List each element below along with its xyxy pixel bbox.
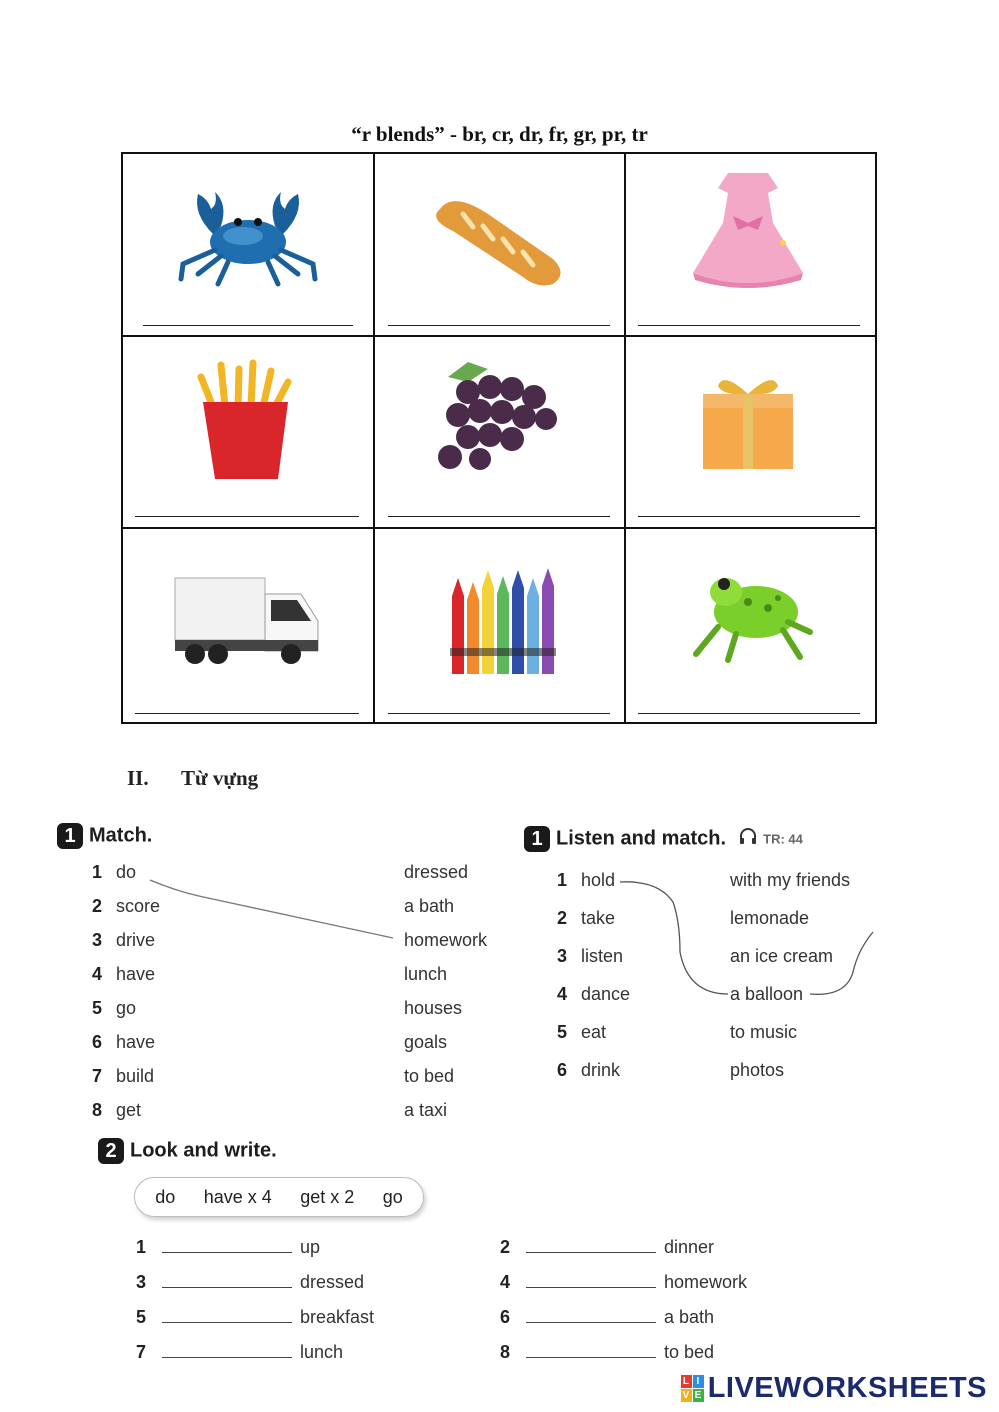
picture-grid (121, 152, 877, 724)
item-word: take (581, 908, 616, 928)
item-phrase: breakfast (300, 1307, 375, 1327)
item-word: eat (581, 1022, 607, 1042)
answer-blank[interactable] (162, 1287, 292, 1288)
item-number: 4 (557, 984, 568, 1004)
dress-icon (683, 168, 813, 293)
item-number: 5 (557, 1022, 568, 1042)
item-phrase: to bed (664, 1342, 715, 1362)
item-number: 3 (92, 930, 103, 950)
word-box-item: have x 4 (203, 1186, 272, 1207)
item-word: score (116, 896, 161, 916)
item-phrase: a bath (664, 1307, 715, 1327)
answer-blank[interactable] (162, 1357, 292, 1358)
write-item (500, 1237, 800, 1261)
write-item (136, 1237, 436, 1261)
word-box-item: get x 2 (300, 1186, 355, 1207)
crab-icon (173, 184, 323, 289)
listen-left-item (557, 946, 623, 967)
item-number: 7 (136, 1342, 147, 1362)
present-icon (693, 366, 803, 471)
truck-icon (173, 566, 321, 671)
write-item (500, 1307, 800, 1331)
answer-blank[interactable] (526, 1322, 656, 1323)
match-left-item (92, 930, 155, 951)
item-word: get (116, 1100, 142, 1120)
listen-left-item (557, 1060, 620, 1081)
listen-right-item[interactable]: an ice cream (730, 946, 834, 966)
item-word: listen (581, 946, 624, 966)
write-item (136, 1342, 436, 1366)
item-word: do (116, 862, 137, 882)
answer-blank[interactable] (526, 1252, 656, 1253)
match-right-item[interactable]: houses (404, 998, 463, 1018)
worksheet-title: “r blends” - br, cr, dr, fr, gr, pr, tr (351, 122, 648, 146)
item-number: 2 (557, 908, 568, 928)
match-line (148, 878, 398, 942)
match-right-item[interactable]: homework (404, 930, 488, 950)
write-item (136, 1272, 436, 1296)
answer-blank[interactable] (526, 1287, 656, 1288)
match-left-item (92, 862, 136, 883)
logo-badge: L I V E (682, 1376, 702, 1401)
match-right-item[interactable]: a taxi (404, 1100, 448, 1120)
match-left-item (92, 998, 136, 1019)
item-word: drink (581, 1060, 621, 1080)
item-phrase: up (300, 1237, 321, 1257)
word-box-item: go (382, 1186, 403, 1207)
listen-right-item[interactable]: photos (730, 1060, 785, 1080)
item-word: drive (116, 930, 156, 950)
write-item (500, 1342, 800, 1366)
item-number: 7 (92, 1066, 103, 1086)
item-phrase: dinner (664, 1237, 715, 1257)
track-number: TR: 44 (763, 831, 803, 847)
listen-match-lines (618, 872, 878, 1002)
match-left-item (92, 964, 155, 985)
bread-icon (428, 189, 568, 289)
item-word: go (116, 998, 137, 1018)
item-number: 4 (92, 964, 103, 984)
match-right-item[interactable]: lunch (404, 964, 448, 984)
listen-right-item[interactable]: to music (730, 1022, 798, 1042)
item-number: 3 (557, 946, 568, 966)
item-word: hold (581, 870, 616, 890)
item-phrase: dressed (300, 1272, 365, 1292)
write-item (500, 1272, 800, 1296)
match-right-item[interactable]: to bed (404, 1066, 455, 1086)
match-left-item (92, 1032, 155, 1053)
item-word: build (116, 1066, 155, 1086)
listen-right-item[interactable]: a balloon (730, 984, 804, 1004)
exercise-1-heading: 1 Match. (57, 823, 152, 849)
item-number: 4 (500, 1272, 511, 1292)
section-heading: II. Từ vựng (127, 766, 259, 790)
item-number: 6 (500, 1307, 511, 1327)
item-number: 5 (136, 1307, 147, 1327)
item-phrase: lunch (300, 1342, 344, 1362)
write-item (136, 1307, 436, 1331)
item-number: 1 (92, 862, 103, 882)
item-number: 2 (92, 896, 103, 916)
answer-blank[interactable] (162, 1322, 292, 1323)
listen-right-item[interactable]: with my friends (730, 870, 851, 890)
item-number: 6 (92, 1032, 103, 1052)
item-number: 3 (136, 1272, 147, 1292)
word-box (134, 1177, 424, 1217)
match-right-item[interactable]: dressed (404, 862, 469, 882)
item-word: have (116, 964, 156, 984)
fries-icon (193, 357, 298, 482)
match-left-item (92, 1100, 141, 1121)
item-number: 6 (557, 1060, 568, 1080)
liveworksheets-logo: L I V E LIVEWORKSHEETS (682, 1372, 987, 1404)
item-number: 1 (136, 1237, 147, 1257)
answer-blank[interactable] (162, 1252, 292, 1253)
listen-left-item (557, 870, 615, 891)
item-word: dance (581, 984, 631, 1004)
headphones-icon[interactable] (738, 826, 758, 852)
word-box-item: do (155, 1186, 176, 1207)
item-number: 2 (500, 1237, 511, 1257)
exercise-2-heading: 2 Look and write. (98, 1138, 277, 1164)
frog-icon (688, 562, 813, 667)
listen-match-heading: 1 Listen and match. TR: 44 (524, 826, 803, 852)
answer-blank[interactable] (526, 1357, 656, 1358)
match-left-item (92, 1066, 154, 1087)
listen-right-item[interactable]: lemonade (730, 908, 810, 928)
listen-left-item (557, 1022, 606, 1043)
listen-left-item (557, 908, 615, 929)
item-number: 1 (557, 870, 568, 890)
item-number: 8 (92, 1100, 103, 1120)
item-word: have (116, 1032, 156, 1052)
crayons-icon (448, 566, 558, 676)
item-number: 8 (500, 1342, 511, 1362)
item-phrase: homework (664, 1272, 748, 1292)
grapes-icon (428, 357, 563, 477)
match-right-item[interactable]: a bath (404, 896, 455, 916)
item-number: 5 (92, 998, 103, 1018)
match-right-item[interactable]: goals (404, 1032, 448, 1052)
